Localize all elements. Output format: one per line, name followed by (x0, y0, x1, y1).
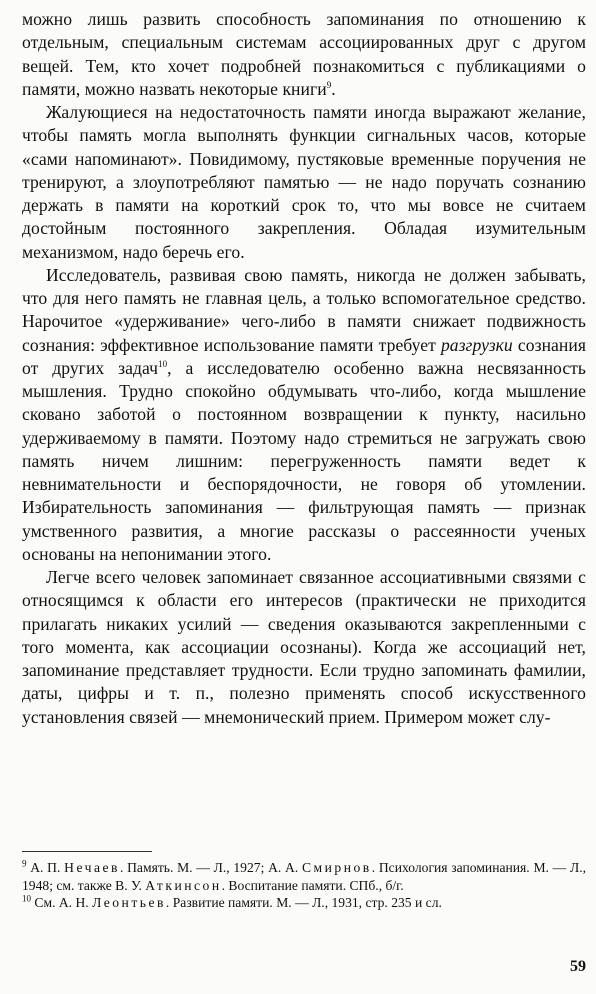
footnote (22, 894, 586, 912)
paragraph (22, 264, 586, 566)
text-run: . Память. М. — Л., 1927; А. А. (119, 860, 302, 875)
footnote-ref: 9 (22, 858, 27, 869)
text-run: . Воспитание памяти. СПб., б/г. (221, 877, 404, 893)
text-run: . (331, 78, 336, 99)
footnote-ref: 10 (158, 358, 168, 369)
body-text (22, 8, 586, 729)
text-run: Легче всего человек запоминает связанное ассоциативными связями с относящимся к области его интересов (практически не приходится прилагать никаких усилий — сведения оказываются закрепленными с того момента, как ассоциации осознаны). Когда же ассоциаций нет, запоминание представляет трудности. Если трудно запоминать фамилии, даты, цифры и т. п., полезно применять способ искусственного установления связей — мнемонический прием. Примером может слу- (22, 567, 586, 727)
emphasis-text: разгрузки (440, 334, 513, 355)
text-run: , а исследователю особенно важна несвязанность мышления. Трудно спокойно обдумывать что-либо, когда мышление сковано заботой о постоянном возвращении к пункту, насильно удерживаемому в памяти. Поэтому надо стремиться не загружать свою память ничем лишним: перегруженность памяти ведет к невнимательности и беспорядочности, не говоря об утомлении. Избирательность запоминания — фильтрующая память — признак умственного развития, а многие рассказы о рассеянности ученых основаны на непонимании этого. (22, 357, 586, 564)
author-name: Смирнов (301, 860, 372, 875)
text-run: . Развитие памяти. М. — Л., 1931, стр. 235 и сл. (165, 895, 442, 911)
paragraph (22, 101, 586, 264)
paragraph (22, 8, 586, 101)
text-run: См. А. Н. (31, 895, 93, 911)
footnote (22, 859, 586, 894)
footnote-separator (22, 851, 152, 852)
page-number: 59 (570, 958, 586, 975)
paragraph (22, 566, 586, 729)
text-run: А. П. (26, 860, 65, 875)
text-run: можно лишь развить способность запоминания по отношению к отдельным, специальным системам ассоциированных друг с другом вещей. Тем, кто хочет подробней познакомиться с публикациями о памяти, можно назвать некоторые книги (22, 9, 586, 99)
text-run: Жалующиеся на недостаточность памяти иногда выражают желание, чтобы память могла выполнять функции сигнальных часов, которые «сами напоминают». Повидимому, пустяковые временные поручения не тренируют, а злоупотребляют памятью — не надо поручать сознанию держать в памяти на короткий срок то, что мы вовсе не считаем достойным постоянного закрепления. Обладая изумительным механизмом, надо беречь его. (22, 102, 586, 262)
footnote-ref: 10 (22, 893, 31, 904)
footnote-ref: 9 (326, 79, 332, 90)
text-run: сознания от других задач (22, 334, 586, 378)
author-name: Аткинсон (145, 877, 222, 893)
text-run: . Психология запоминания. М. — Л., 1948; см. также В. У. (22, 860, 586, 893)
footnotes (22, 859, 586, 912)
text-run: Исследователь, развивая свою память, никогда не должен забывать, что для него память не главная цель, а только вспомогательное средство. Нарочитое «удерживание» чего-либо в памяти снижает подвижность сознания: эффективное использование памяти требует (22, 264, 586, 355)
author-name: Леонтьев (92, 895, 166, 911)
author-name: Нечаев (64, 860, 120, 875)
